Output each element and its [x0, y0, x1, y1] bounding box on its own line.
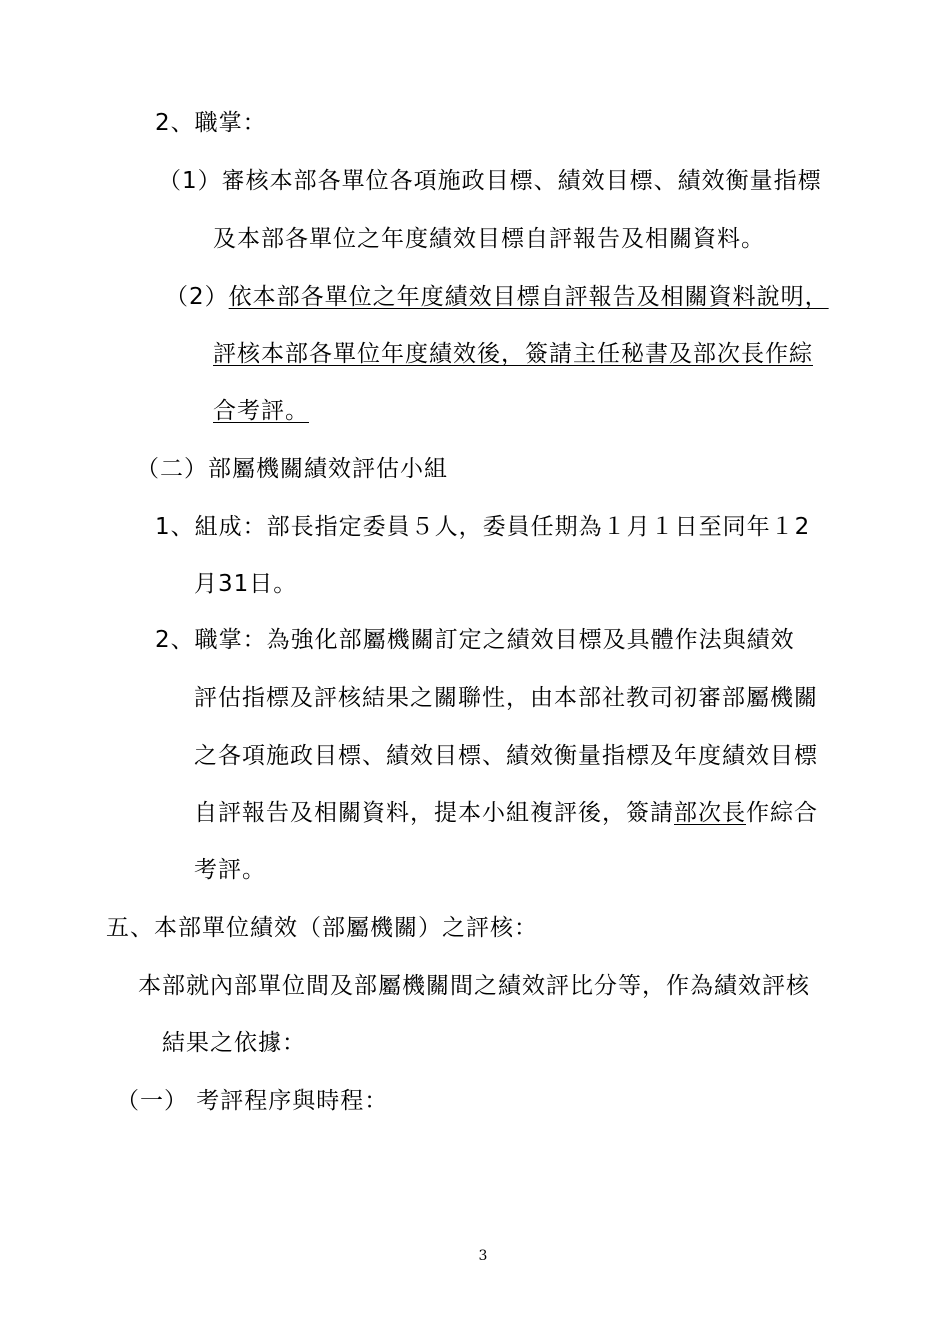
text-run: （1）審核本部各單位各項施政目標、績效目標、績效衡量指標 [158, 168, 822, 194]
underlined-text: 部次長 [674, 800, 746, 826]
text-run: （一） 考評程序與時程： [116, 1088, 389, 1114]
page-number: 3 [478, 1248, 488, 1264]
text-run: 自評報告及相關資料，提本小組複評後，簽請 [194, 800, 674, 826]
underlined-text: 合考評。 [213, 398, 309, 424]
text-run: （二）部屬機關績效評估小組 [136, 456, 448, 482]
text-line [194, 741, 818, 771]
text-line [213, 224, 765, 254]
text-line [136, 454, 448, 484]
text-run: 考評。 [194, 857, 266, 883]
text-run: 五、本部單位績效（部屬機關）之評核： [106, 915, 538, 941]
text-run: 月31日。 [194, 571, 298, 597]
text-run: 2、職掌： [155, 110, 267, 136]
text-line [116, 1086, 388, 1116]
text-run: 作綜合 [746, 800, 818, 826]
text-run: 評估指標及評核結果之關聯性，由本部社教司初審部屬機關 [194, 685, 818, 711]
text-line [155, 625, 795, 655]
text-line [194, 798, 818, 828]
text-run: （2） [165, 284, 229, 310]
underlined-text: 依本部各單位之年度績效目標自評報告及相關資料說明， [228, 284, 829, 310]
text-line [213, 339, 813, 369]
text-line [155, 108, 267, 138]
text-run: 2、職掌：為強化部屬機關訂定之績效目標及具體作法與績效 [155, 627, 795, 653]
text-line [194, 683, 818, 713]
text-run: 結果之依據： [162, 1030, 306, 1056]
text-line [155, 512, 810, 542]
text-run: 本部就內部單位間及部屬機關間之績效評比分等，作為績效評核 [138, 973, 810, 999]
text-run: 之各項施政目標、績效目標、績效衡量指標及年度績效目標 [194, 743, 818, 769]
text-line [158, 166, 822, 196]
section-heading [106, 913, 538, 943]
text-line [165, 282, 829, 312]
underlined-text: 評核本部各單位年度績效後，簽請主任秘書及部次長作綜 [213, 341, 813, 367]
text-line [194, 855, 266, 885]
text-line [213, 396, 309, 426]
text-run: 及本部各單位之年度績效目標自評報告及相關資料。 [213, 226, 765, 252]
text-line [194, 569, 297, 599]
text-line [138, 971, 810, 1001]
text-run: 1、組成：部長指定委員５人，委員任期為１月１日至同年１2 [155, 514, 811, 540]
text-line [162, 1028, 306, 1058]
